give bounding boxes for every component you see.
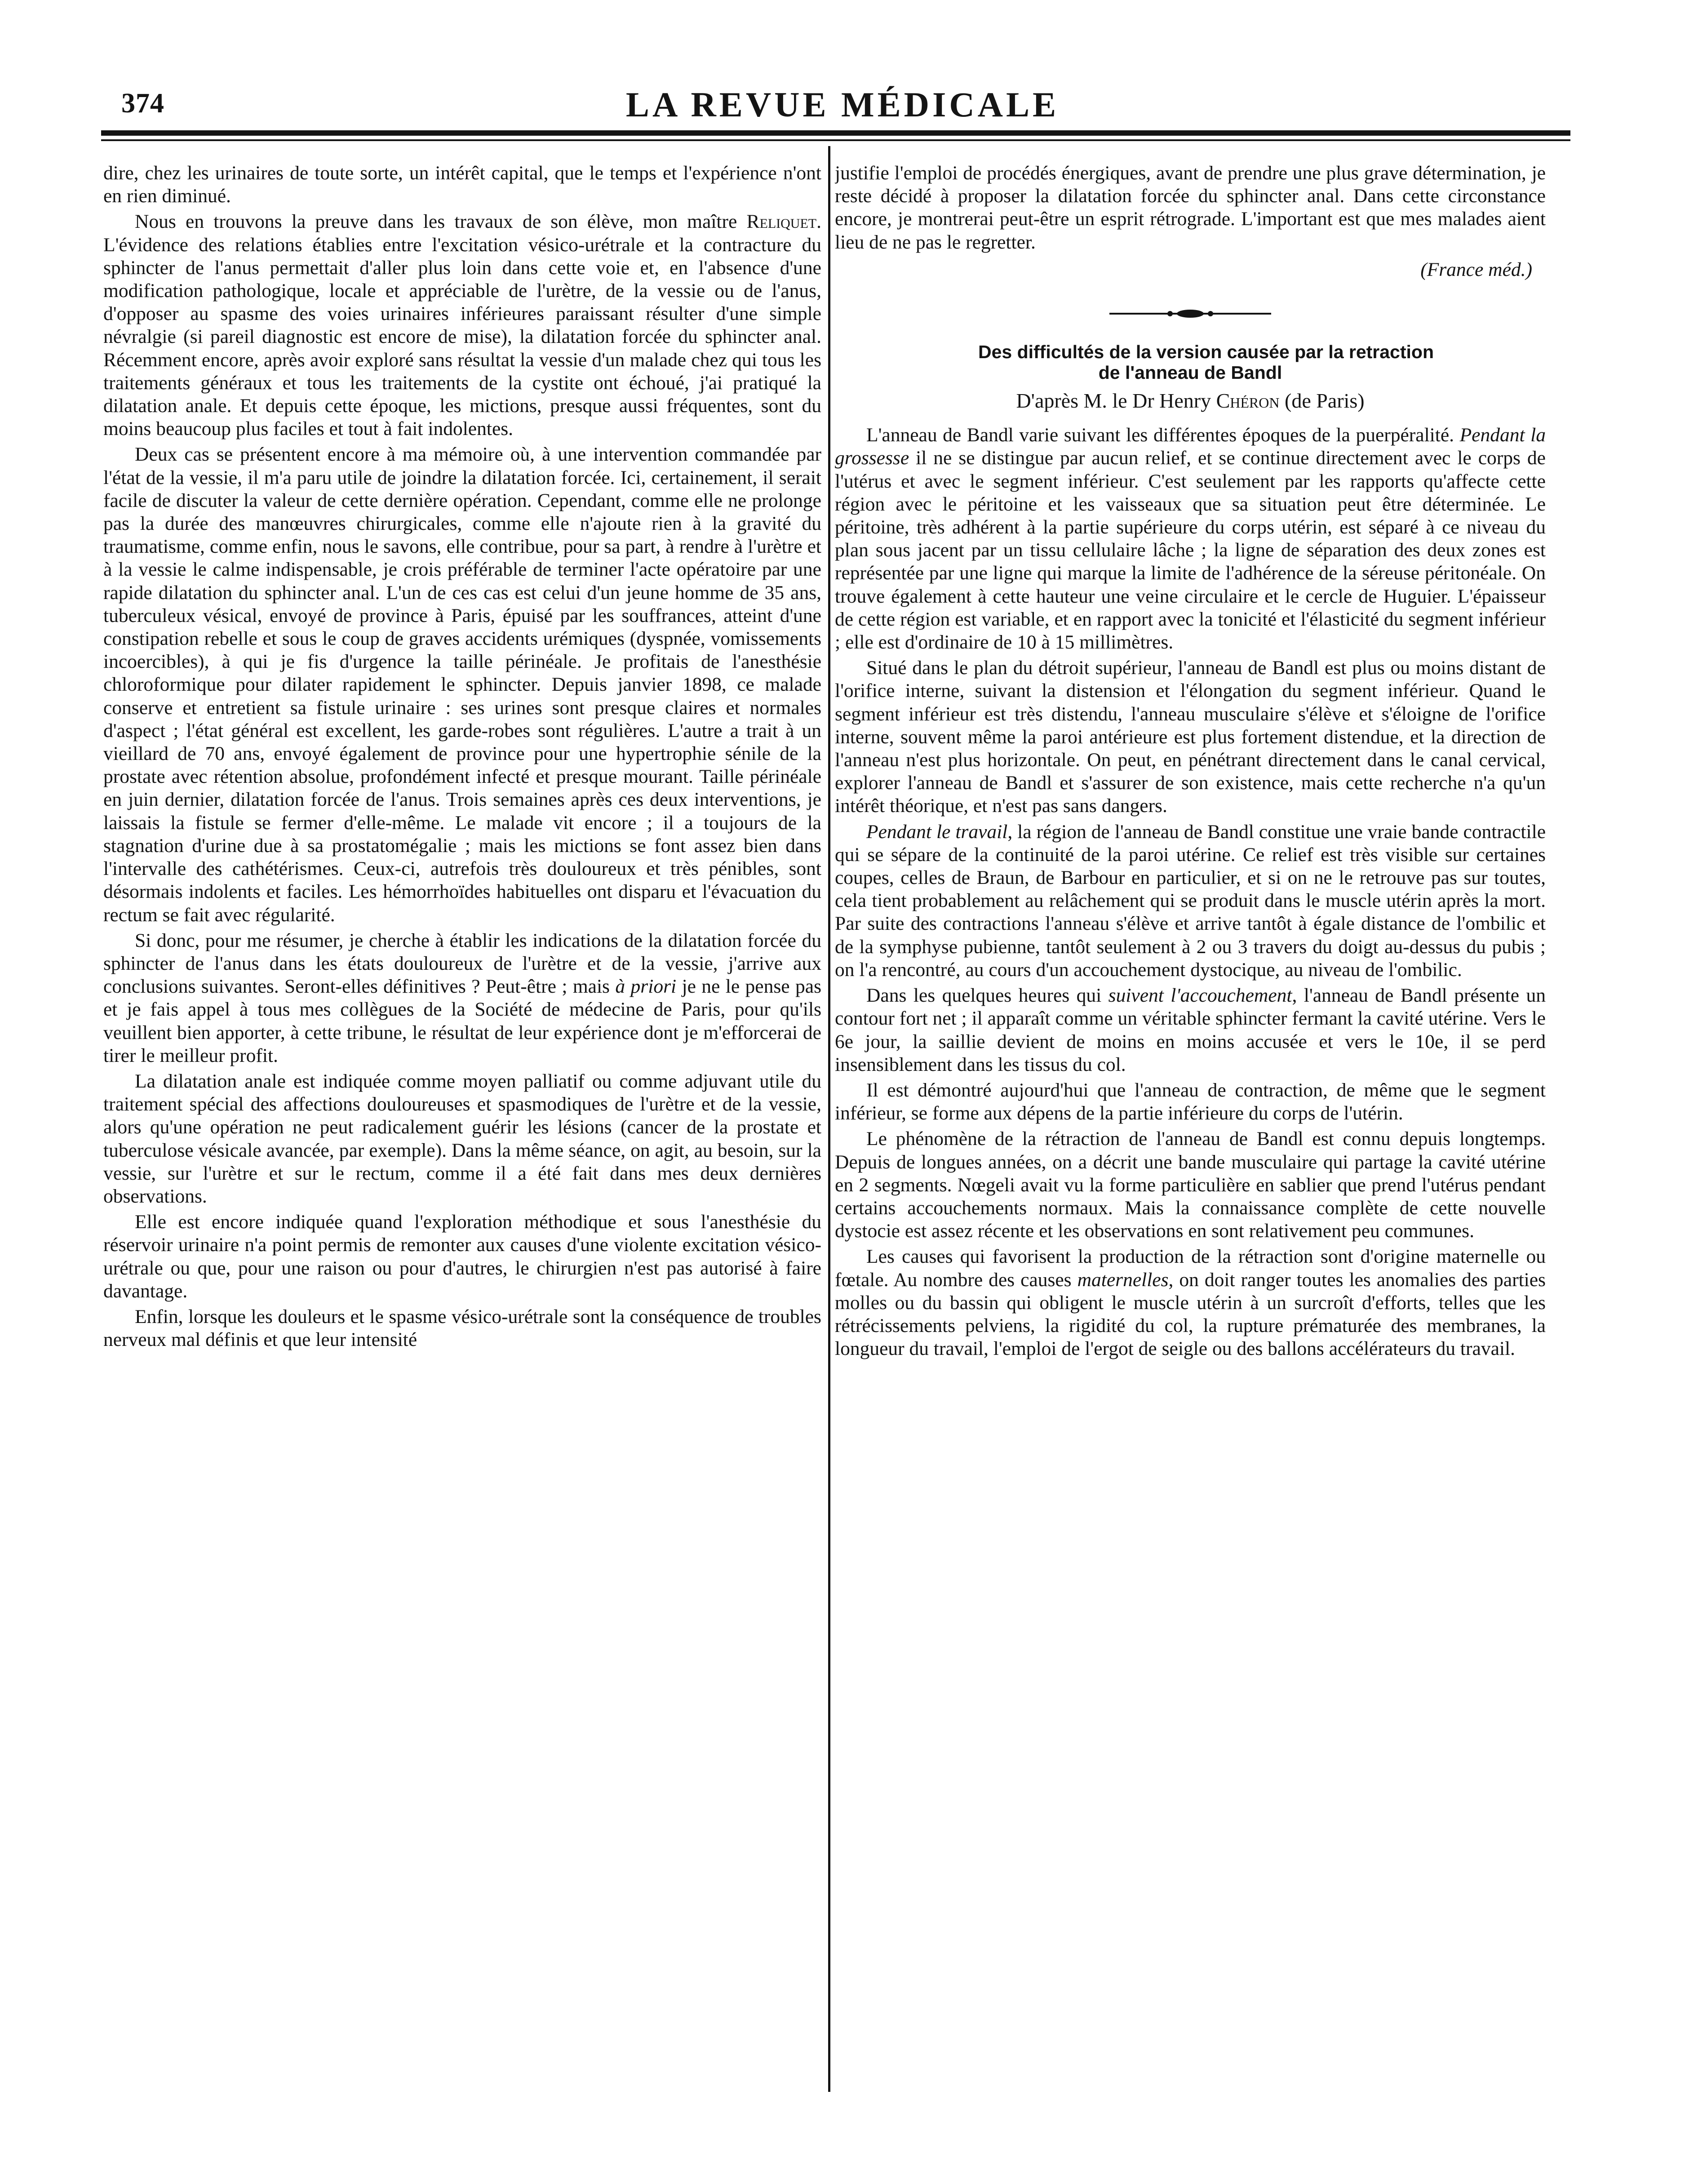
page-number: 374: [121, 88, 164, 119]
paragraph: Il est démontré aujourd'hui que l'anneau de contraction, de même que le segment inférieur, se forme aux dépens de la partie inférieure du corps de l'utérin.: [835, 1079, 1546, 1124]
header-rule-thin: [101, 139, 1570, 141]
paragraph: Le phénomène de la rétraction de l'anneau de Bandl est connu depuis longtemps. Depuis de longues années, on a décrit une bande musculaire qui partage la cavité utérine en 2 segments. Nœgeli avait vu la forme particulière en sablier que prend l'utérus pendant certains accouchements normaux. Mais la connaissance complète de cette nouvelle dystocie est assez récente et les observations en sont relativement peu communes.: [835, 1128, 1546, 1242]
paragraph: justifie l'emploi de procédés énergiques, avant de prendre une plus grave détermination, je reste décidé à proposer la dilatation forcée du sphincter anal. Dans cette circonstance encore, je montrerai peut-être un esprit rétrograde. L'important est que mes malades aient lieu de ne pas le regretter.: [835, 162, 1546, 253]
paragraph: Les causes qui favorisent la production de la rétraction sont d'origine maternelle ou fœtale. Au nombre des causes maternelles, on doit ranger toutes les anomalies des parties molles ou du bassin qui obligent le muscle utérin à un surcroît d'efforts, telles que les rétrécissements pelviens, la rigidité du col, la rupture prématurée des membranes, la longueur du travail, l'emploi de l'ergot de seigle ou des ballons accélérateurs du travail.: [835, 1246, 1546, 1360]
source-citation: (France méd.): [1420, 258, 1532, 280]
left-column: [103, 162, 821, 2094]
paragraph: dire, chez les urinaires de toute sorte, un intérêt capital, que le temps et l'expérience n'ont en rien diminué.: [103, 162, 821, 207]
paragraph: Enfin, lorsque les douleurs et le spasme vésico-urétrale sont la conséquence de troubles nerveux mal définis et que leur intensité: [103, 1305, 821, 1351]
paragraph: Nous en trouvons la preuve dans les travaux de son élève, mon maître Reliquet. L'évidence des relations établies entre l'excitation vésico-urétrale et la contracture du sphincter de l'anus permettait d'aller plus loin dans cette voie et, en l'absence d'une modification pathologique, locale et appréciable de l'urètre, de la vessie ou de l'anus, d'opposer au spasme des voies urinaires inférieures paraissant résulter d'une simple névralgie (si pareil diagnostic est encore de mise), la dilatation forcée du sphincter anal. Récemment encore, après avoir exploré sans résultat la vessie d'un malade chez qui tous les traitements généraux et tous les traitements de la cystite ont échoué, j'ai pratiqué la dilatation anale. Et depuis cette époque, les mictions, presque aussi fréquentes, sont du moins beaucoup plus faciles et tout à fait indolentes.: [103, 211, 821, 440]
paragraph: Elle est encore indiquée quand l'exploration méthodique et sous l'anesthésie du réservoir urinaire n'a point permis de remonter aux causes d'une violente excitation vésico-urétrale ou que, pour une raison ou pour d'autres, le chirurgien n'est pas autorisé à faire davantage.: [103, 1211, 821, 1302]
byline: D'après M. le Dr Henry Chéron (de Paris): [1016, 389, 1365, 413]
journal-title: LA REVUE MÉDICALE: [625, 85, 1060, 124]
section-ornament: [1109, 308, 1271, 319]
paragraph: Dans les quelques heures qui suivent l'accouchement, l'anneau de Bandl présente un contour fort net ; il apparaît comme un véritable sphincter fermant la cavité utérine. Vers le 6e jour, la saillie devient de moins en moins accusée et vers le 10e, il se perd insensiblement dans les tissus du col.: [835, 985, 1546, 1075]
paragraph: Si donc, pour me résumer, je cherche à établir les indications de la dilatation forcée du sphincter de l'anus dans les états douloureux de l'urètre et de la vessie, j'arrive aux conclusions suivantes. Seront-elles définitives ? Peut-être ; mais à priori je ne le pense pas et je fais appel à tous mes collègues de la Société de médecine de Paris, pour qu'ils veuillent bien apporter, à cette tribune, le résultat de leur expérience dont je m'efforcerai de tirer le meilleur profit.: [103, 929, 821, 1066]
paragraph: La dilatation anale est indiquée comme moyen palliatif ou comme adjuvant utile du traitement spécial des affections douloureuses et spasmodiques de l'urètre et de la vessie, alors qu'une opération ne peut radicalement guérir les lésions (cancer de la prostate et tuberculose vésicale avancée, par exemple). Dans la même séance, on agit, au besoin, sur la vessie, sur l'urètre et sur le rectum, comme il a été fait dans mes deux dernières observations.: [103, 1070, 821, 1207]
paragraph: Situé dans le plan du détroit supérieur, l'anneau de Bandl est plus ou moins distant de l'orifice interne, suivant la distension et l'élongation du segment inférieur. Quand le segment inférieur est très distendu, l'anneau musculaire s'élève et s'éloigne de l'orifice interne, souvent même la paroi antérieure est plus fortement distendue, et la direction de l'anneau n'est plus horizontale. On peut, en pénétrant directement dans le canal cervical, explorer l'anneau de Bandl et s'assurer de son existence, mais cette recherche n'a qu'un intérêt théorique, et n'est pas sans dangers.: [835, 657, 1546, 817]
author-name: Reliquet: [746, 211, 817, 233]
header-rule-thick: [101, 130, 1570, 136]
paragraph: L'anneau de Bandl varie suivant les différentes époques de la puerpéralité. Pendant la grossesse il ne se distingue par aucun relief, et se continue directement avec le corps de l'utérus et avec le segment inférieur. C'est seulement par les rapports qu'affecte cette région avec le péritoine et les vaisseaux que sa situation peut être déterminée. Le péritoine, très adhérent à la partie supérieure du corps utérin, est séparé à ce niveau du plan sous jacent par un tissu cellulaire lâche ; la ligne de séparation des deux zones est représentée par une ligne qui marque la limite de l'adhérence de la séreuse péritonéale. On trouve également à cette hauteur une veine circulaire et le cercle de Huguier. L'épaisseur de cette région est variable, et en rapport avec la tonicité et l'élasticité du segment inférieur ; elle est d'ordinaire de 10 à 15 millimètres.: [835, 424, 1546, 653]
article-title: Des difficultés de la version causée par la retraction de l'anneau de Bandl: [978, 342, 1434, 383]
paragraph: Deux cas se présentent encore à ma mémoire où, à une intervention commandée par l'état de la vessie, il m'a paru utile de joindre la dilatation forcée. Ici, certainement, il serait facile de discuter la valeur de cette dernière opération. Cependant, comme elle ne prolonge pas la durée des manœuvres chirurgicales, comme elle n'ajoute rien à la gravité du traumatisme, comme enfin, nous le savons, elle contribue, pour sa part, à rendre à l'urètre et à la vessie le calme indispensable, je crois préférable de terminer l'acte opératoire par une rapide dilatation du sphincter anal. L'un de ces cas est celui d'un jeune homme de 35 ans, tuberculeux vésical, envoyé de province à Paris, épuisé par les souffrances, atteint d'une constipation rebelle et sous le coup de graves accidents urémiques (dyspnée, vomissements incoercibles), à qui je fis d'urgence la taille périnéale. Je profitais de l'anesthésie chloroformique pour dilater rapidement le sphincter. Depuis janvier 1898, ce malade conserve et entretient sa fistule urinaire : ses urines sont presque claires et normales d'aspect ; l'état général est excellent, les garde-robes sont régulières. L'autre a trait à un vieillard de 70 ans, envoyé également de province pour une hypertrophie sénile de la prostate avec rétention absolue, profondément infecté et presque mourant. Taille périnéale en juin dernier, dilatation forcée de l'anus. Trois semaines après ces deux interventions, je laissais la fistule se fermer d'elle-même. Le malade vit encore ; il a toujours de la stagnation d'urine due à sa prostatomégalie ; mais les mictions se font assez bien dans l'intervalle des cathétérismes. Ceux-ci, autrefois très douloureux et très pénibles, sont désormais indolents et faciles. Les hémorrhoïdes habituelles ont disparu et l'évacuation du rectum se fait avec régularité.: [103, 444, 821, 926]
paragraph: Pendant le travail, la région de l'anneau de Bandl constitue une vraie bande contractile qui se sépare de la continuité de la paroi utérine. Ce relief est très visible sur certaines coupes, celles de Braun, de Barbour en particulier, et si on ne le retrouve pas sur toutes, cela tient probablement au relâchement qui se produit dans le muscle utérin après la mort. Par suite des contractions l'anneau s'élève et arrive tantôt à égale distance de l'ombilic et de la symphyse pubienne, tantôt seulement à 2 ou 3 travers du doigt au-dessus du pubis ; on l'a rencontré, au cours d'un accouchement dystocique, au niveau de l'ombilic.: [835, 821, 1546, 981]
column-divider: [828, 146, 830, 2092]
right-column: [835, 162, 1546, 2094]
